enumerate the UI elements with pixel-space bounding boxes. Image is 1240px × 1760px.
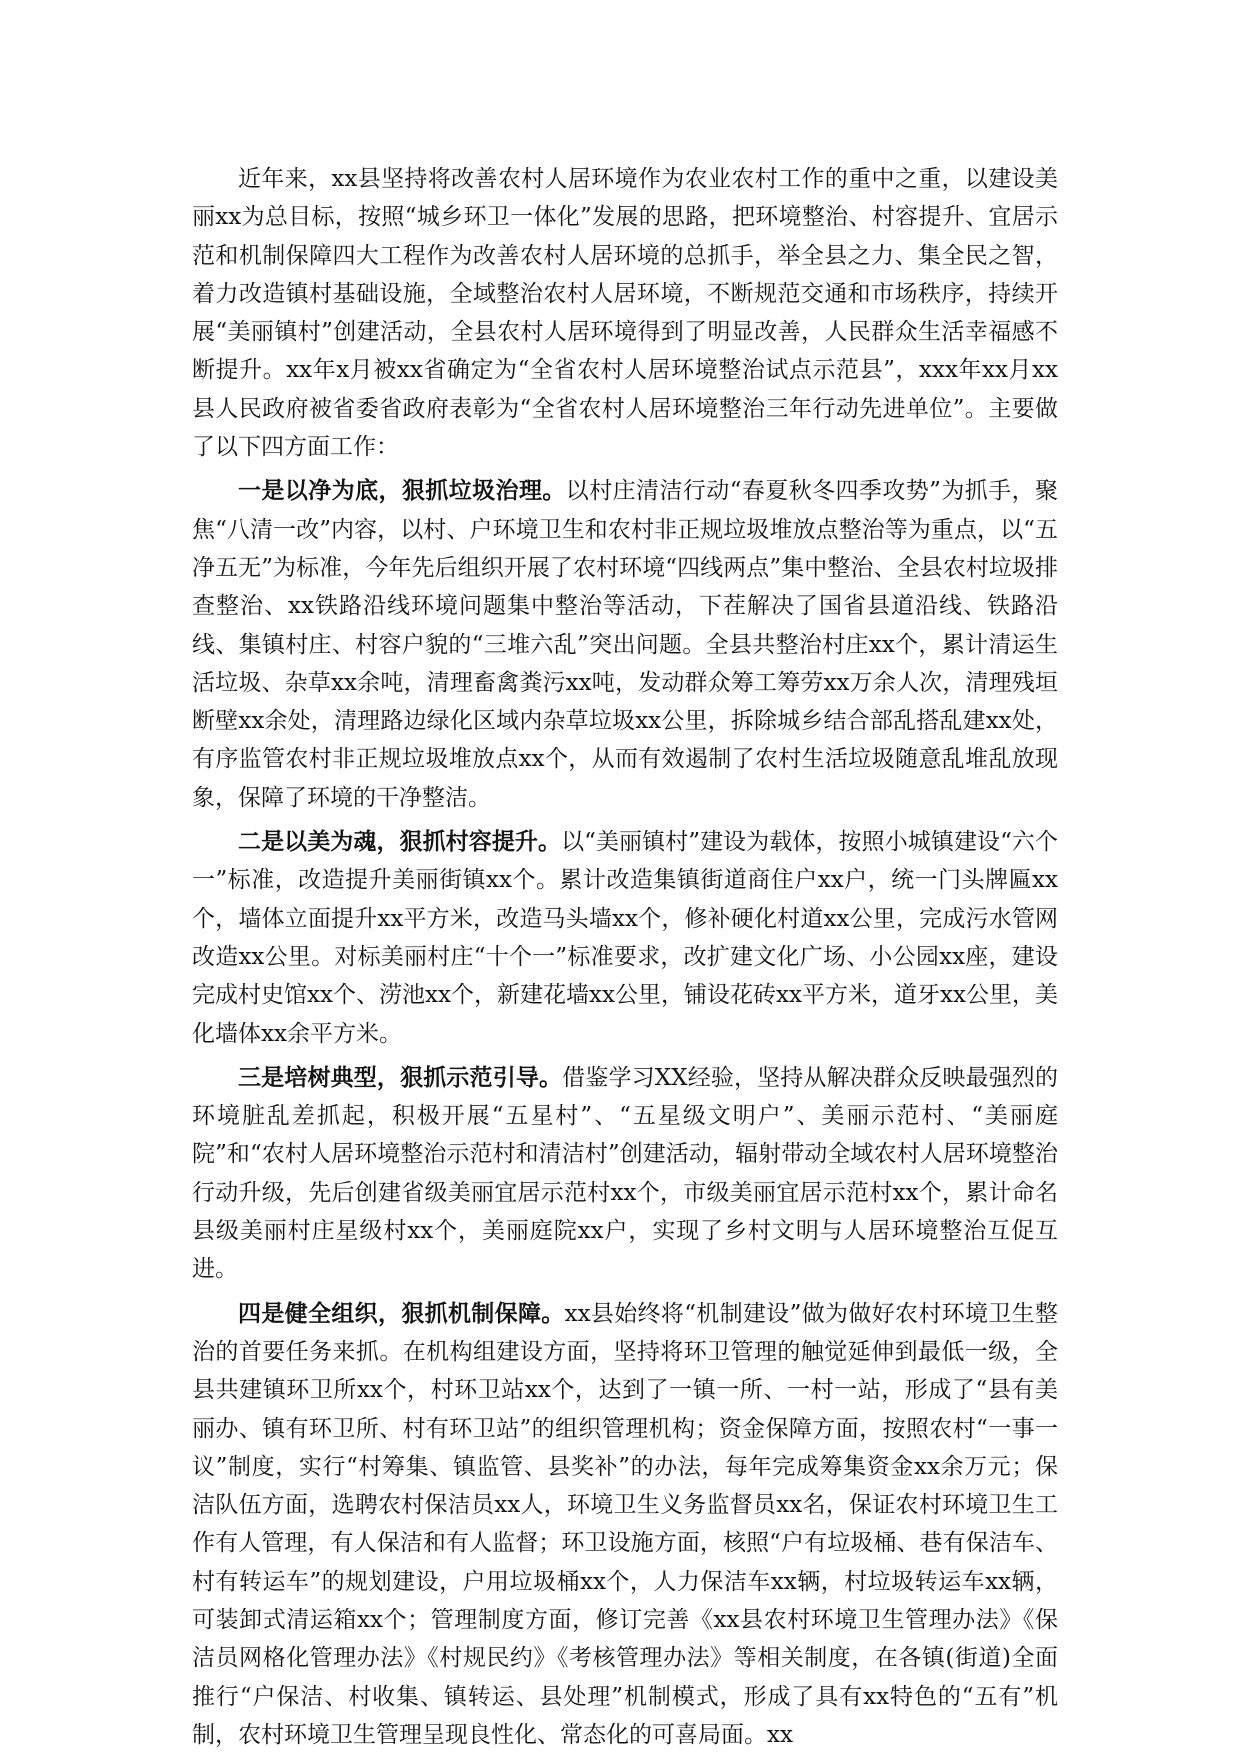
paragraph-garbage-governance-text: 以村庄清洁行动“春夏秋冬四季攻势”为抓手，聚焦“八清一改”内容，以村、户环境卫生和农村非正规垃圾堆放点整治等为重点，以“五净五无”为标准，今年先后组织开展了农村环境“四线两点”集中整治、全县农村垃圾排查整治、xx铁路沿线环境问题集中整治等活动，下茬解决了国省县道沿线、铁路沿线、集镇村庄、村容户貌的“三堆六乱”突出问题。全县共整治村庄xx个，累计清运生活垃圾、杂草xx余吨，清理畜禽粪污xx吨，发动群众筹工筹劳xx万余人次，清理残垣断壁xx余处，清理路边绿化区域内杂草垃圾xx公里，拆除城乡结合部乱搭乱建xx处，有序监管农村非正规垃圾堆放点xx个，从而有效遏制了农村生活垃圾随意乱堆乱放现象，保障了环境的干净整洁。 — [192, 478, 1058, 811]
paragraph-mechanism-guarantee-text: xx县始终将“机制建设”做为做好农村环境卫生整治的首要任务来抓。在机构组建设方面，坚持将环卫管理的触觉延伸到最低一级，全县共建镇环卫所xx个，村环卫站xx个，达到了一镇一所、一村一站，形成了“县有美丽办、镇有环卫所、村有环卫站”的组织管理机构；资金保障方面，按照农村“一事一议”制度，实行“村筹集、镇监管、县奖补”的办法，每年完成筹集资金xx余万元；保洁队伍方面，选聘农村保洁员xx人，环境卫生义务监督员xx名，保证农村环境卫生工作有人管理，有人保洁和有人监督；环卫设施方面，核照“户有垃圾桶、巷有保洁车、村有转运车”的规划建设，户用垃圾桶xx个，人力保洁车xx辆，村垃圾转运车xx辆，可装卸式清运箱xx个；管理制度方面，修订完善《xx县农村环境卫生管理办法》《保洁员网格化管理办法》《村规民约》《考核管理办法》等相关制度，在各镇(街道)全面推行“户保洁、村收集、镇转运、县处理”机制模式，形成了具有xx特色的“五有”机制，农村环境卫生管理呈现良性化、常态化的可喜局面。xx — [192, 1300, 1059, 1748]
paragraph-village-improvement — [192, 823, 1058, 1053]
paragraph-garbage-governance-heading: 一是以净为底，狠抓垃圾治理。 — [238, 477, 566, 505]
paragraph-village-improvement-text: 以“美丽镇村”建设为载体，按照小城镇建设“六个一”标准，改造提升美丽街镇xx个。累计改造集镇街道商住户xx户，统一门头牌匾xx个，墙体立面提升xx平方米，改造马头墙xx个，修补硬化村道xx公里，完成污水管网改造xx公里。对标美丽村庄“十个一”标准要求，改扩建文化广场、小公园xx座，建设完成村史馆xx个、涝池xx个，新建花墙xx公里，铺设花砖xx平方米，道牙xx公里，美化墙体xx余平方米。 — [192, 829, 1058, 1047]
paragraph-demonstration-guidance-heading: 三是培树典型，狠抓示范引导。 — [238, 1063, 563, 1091]
paragraph-garbage-governance — [192, 472, 1058, 817]
paragraph-demonstration-guidance-text: 借鉴学习XX经验，坚持从解决群众反映最强烈的环境脏乱差抓起，积极开展“五星村”、“五星级文明户”、美丽示范村、“美丽庭院”和“农村人居环境整治示范村和清洁村”创建活动，辐射带动全域农村人居环境整治行动升级，先后创建省级美丽宜居示范村xx个，市级美丽宜居示范村xx个，累计命名县级美丽村庄星级村xx个，美丽庭院xx户，实现了乡村文明与人居环境整治互促互进。 — [192, 1064, 1059, 1283]
paragraph-intro — [192, 160, 1058, 466]
document-body — [192, 160, 1058, 1760]
paragraph-intro-text: 近年来，xx县坚持将改善农村人居环境作为农业农村工作的重中之重，以建设美丽xx为总目标，按照“城乡环卫一体化”发展的思路，把环境整治、村容提升、宜居示范和机制保障四大工程作为改善农村人居环境的总抓手，举全县之力、集全民之智，着力改造镇村基础设施，全域整治农村人居环境，不断规范交通和市场秩序，持续开展“美丽镇村”创建活动，全县农村人居环境得到了明显改善，人民群众生活幸福感不断提升。xx年x月被xx省确定为“全省农村人居环境整治试点示范县”，xxx年xx月xx县人民政府被省委省政府表彰为“全省农村人居环境整治三年行动先进单位”。主要做了以下四方面工作： — [192, 166, 1058, 461]
paragraph-village-improvement-heading: 二是以美为魂，狠抓村容提升。 — [238, 828, 562, 856]
paragraph-mechanism-guarantee — [192, 1295, 1058, 1755]
paragraph-demonstration-guidance — [192, 1059, 1058, 1289]
paragraph-mechanism-guarantee-heading: 四是健全组织，狠抓机制保障。 — [238, 1299, 565, 1327]
